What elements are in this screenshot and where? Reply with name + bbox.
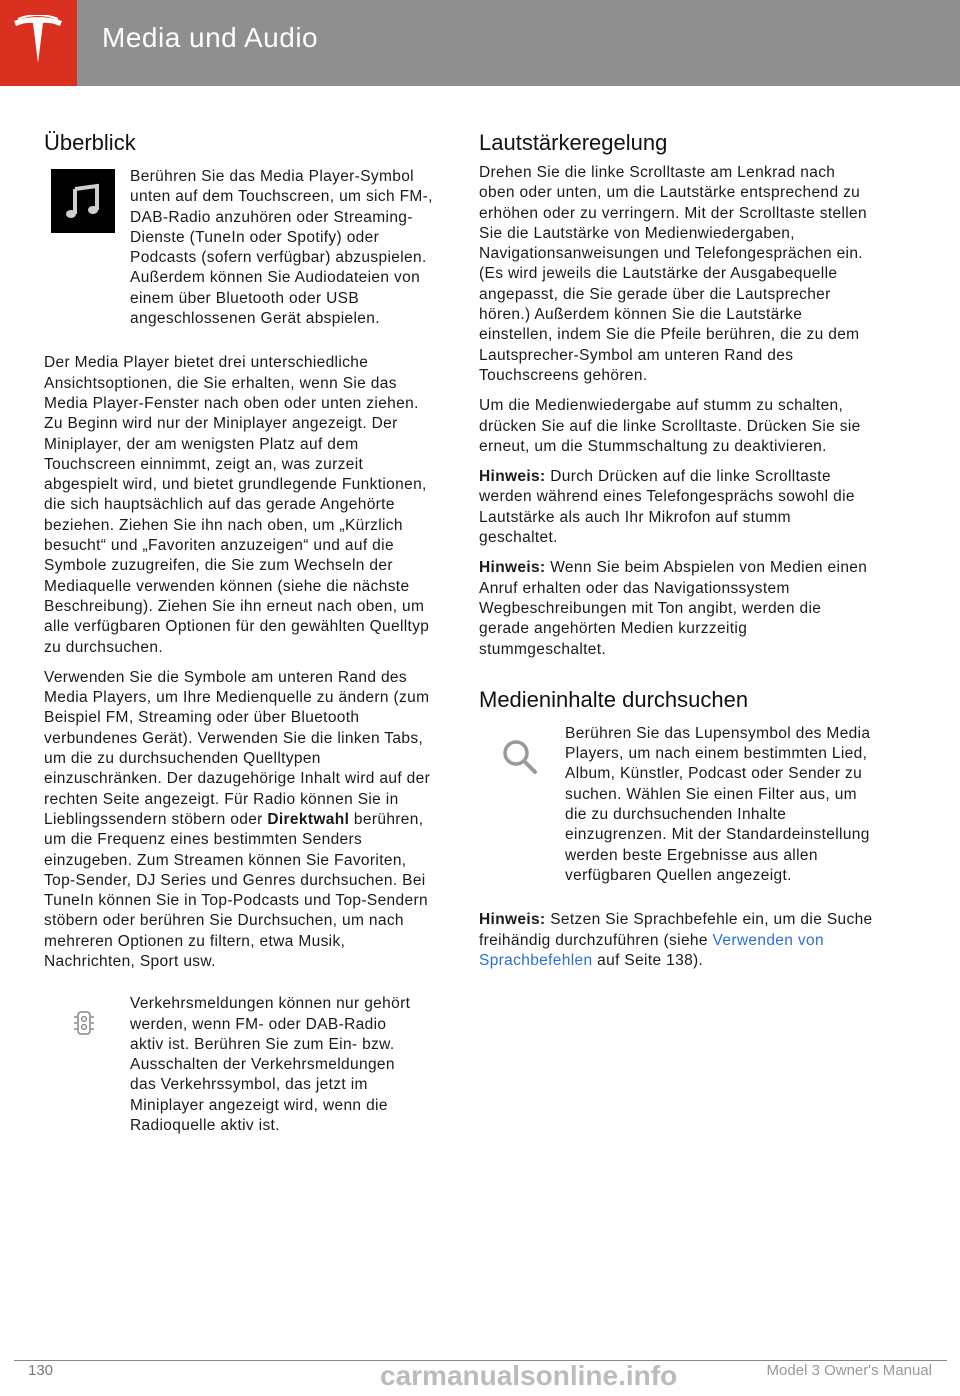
text: Durch Drücken auf die linke Scrolltaste werden während eines Telefongesprächs sowohl die Lautstärke als auch Ihr Mikrofon auf stumm geschaltet.	[479, 468, 855, 547]
music-icon	[51, 169, 115, 233]
manual-title: Model 3 Owner's Manual	[766, 1362, 932, 1379]
page-header	[0, 0, 960, 86]
search-paragraph: Berühren Sie das Lupensymbol des Media Players, um nach einem bestimmten Lied, Album, Künstler, Podcast oder Sender zu suchen. Wählen Sie einen Filter aus, um die zu durchsuchenden Inhalte einzugrenzen. Mit der Standardeinstellung werden beste Ergebnisse aus allen verfügbaren Quellen angezeigt.	[565, 724, 871, 884]
media-source-paragraph	[44, 668, 440, 972]
text: auf Seite 138).	[592, 951, 704, 969]
section-heading-overview: Überblick	[44, 130, 136, 155]
tesla-logo	[0, 0, 77, 86]
note-mute-call	[479, 467, 874, 548]
search-icon	[501, 738, 565, 781]
mute-paragraph: Um die Medienwiedergabe auf stumm zu schalten, drücken Sie auf die linke Scrolltaste. Drücken Sie sie erneut, um die Stummschaltung zu deaktivieren.	[479, 397, 861, 455]
volume-paragraph: Drehen Sie die linke Scrolltaste am Lenkrad nach oben oder unten, um die Lautstärke entsprechend zu erhöhen oder zu verringern. Mit der Scrolltaste stellen Sie die Lautstärke von Medienwiedergaben, Navigationsanweisungen und Telefongesprächen ein. (Es wird jeweils die Lautstärke der Ausgabequelle angepasst, die Sie gerade über die Lautsprecher hören.) Außerdem können Sie die Lautstärke einstellen, indem Sie die Pfeile berühren, die zu dem Lautsprecher-Symbol am unteren Rand des Touchscreens gehören.	[479, 164, 867, 384]
text: Setzen Sie Sprachbefehle ein, um die Suche freihändig durchzuführen (siehe	[479, 911, 873, 949]
text: Wenn Sie beim Abspielen von Medien einen Anruf erhalten oder das Navigationssystem Wegbeschreibungen mit Ton angibt, werden die gerade angehörten Medien kurzzeitig stummgeschaltet.	[479, 559, 868, 658]
watermark: carmanualsonline.info	[380, 1360, 678, 1391]
media-player-views-paragraph: Der Media Player bietet drei unterschiedliche Ansichtsoptionen, die Sie erhalten, wenn Sie das Media Player-Fenster nach oben oder unten ziehen. Zu Beginn wird nur der Miniplayer angezeigt. Der Miniplayer, der am wenigsten Platz auf dem Touchscreen einnimmt, zeigt an, was zurzeit abgespielt wird, und bietet grundlegende Funktionen, die sich hauptsächlich auf das gerade Angehörte beziehen. Ziehen Sie ihn nach oben, um „Kürzlich besucht“ und „Favoriten anzuzeigen“ und auf die Symbole zuzugreifen, die Sie zum Wechseln der Mediaquelle verwenden können (siehe die nächste Beschreibung). Ziehen Sie ihn erneut nach oben, um alle verfügbaren Optionen für den gewählten Quelltyp zu durchsuchen.	[44, 354, 430, 656]
icon-cell	[44, 994, 130, 1041]
text: berühren, um die Frequenz eines bestimmten Senders einzugeben. Zum Streamen können Sie Favoriten, Top-Sender, DJ Series und Genres durchsuchen. Bei TuneIn können Sie in Top-Podcasts und Top-Sendern stöbern oder berühren Sie Durchsuchen, um nach mehreren Optionen zu filtern, etwa Musik, Nachrichten, Sport usw.	[44, 810, 428, 970]
note-voice-commands	[479, 910, 874, 971]
page-number: 130	[28, 1362, 54, 1379]
traffic-info-paragraph: Verkehrsmeldungen können nur gehört werden, wenn FM- oder DAB-Radio aktiv ist. Berühren Sie zum Ein- bzw. Ausschalten der Verkehrsmeldungen das Verkehrssymbol, das jetzt im Miniplayer angezeigt wird, wenn die Radioquelle aktiv ist.	[130, 995, 411, 1135]
media-player-intro: Berühren Sie das Media Player-Symbol unten auf dem Touchscreen, um sich FM-, DAB-Radio anzuhören oder Streaming-Dienste (TuneIn oder Spotify) oder Podcasts (sofern verfügbar) abzuspielen. Außerdem können Sie Audiodateien von einem über Bluetooth oder USB angeschlossenen Gerät abspielen.	[130, 168, 433, 328]
section-heading-search: Medieninhalte durchsuchen	[479, 686, 749, 712]
search-row	[479, 724, 874, 886]
icon-cell	[44, 167, 130, 233]
icon-cell	[479, 724, 565, 781]
media-player-intro-row	[44, 167, 440, 329]
note-label: Hinweis:	[479, 559, 546, 577]
section-heading-volume: Lautstärkeregelung	[479, 130, 668, 155]
direktwahl-label: Direktwahl	[267, 810, 350, 828]
traffic-info-row	[44, 994, 440, 1136]
left-column	[44, 129, 440, 1136]
tesla-logo-icon	[12, 15, 64, 67]
note-label: Hinweis:	[479, 911, 546, 929]
page-title: Media und Audio	[102, 22, 319, 53]
text: Verwenden Sie die Symbole am unteren Rand des Media Players, um Ihre Medienquelle zu ändern (zum Beispiel FM, Streaming oder über Bluetooth verbundenes Gerät). Verwenden Sie die linken Tabs, um die zu durchsuchenden Quelltypen einzuschränken. Der dazugehörige Inhalt wird auf der rechten Seite angezeigt. Für Radio können Sie in Lieblingssendern stöbern oder	[44, 668, 431, 828]
traffic-icon	[72, 1010, 130, 1041]
right-column	[479, 129, 874, 981]
note-call-mute	[479, 558, 874, 659]
voice-commands-link[interactable]: Verwenden von Sprachbefehlen	[479, 931, 824, 969]
note-label: Hinweis:	[479, 468, 546, 486]
